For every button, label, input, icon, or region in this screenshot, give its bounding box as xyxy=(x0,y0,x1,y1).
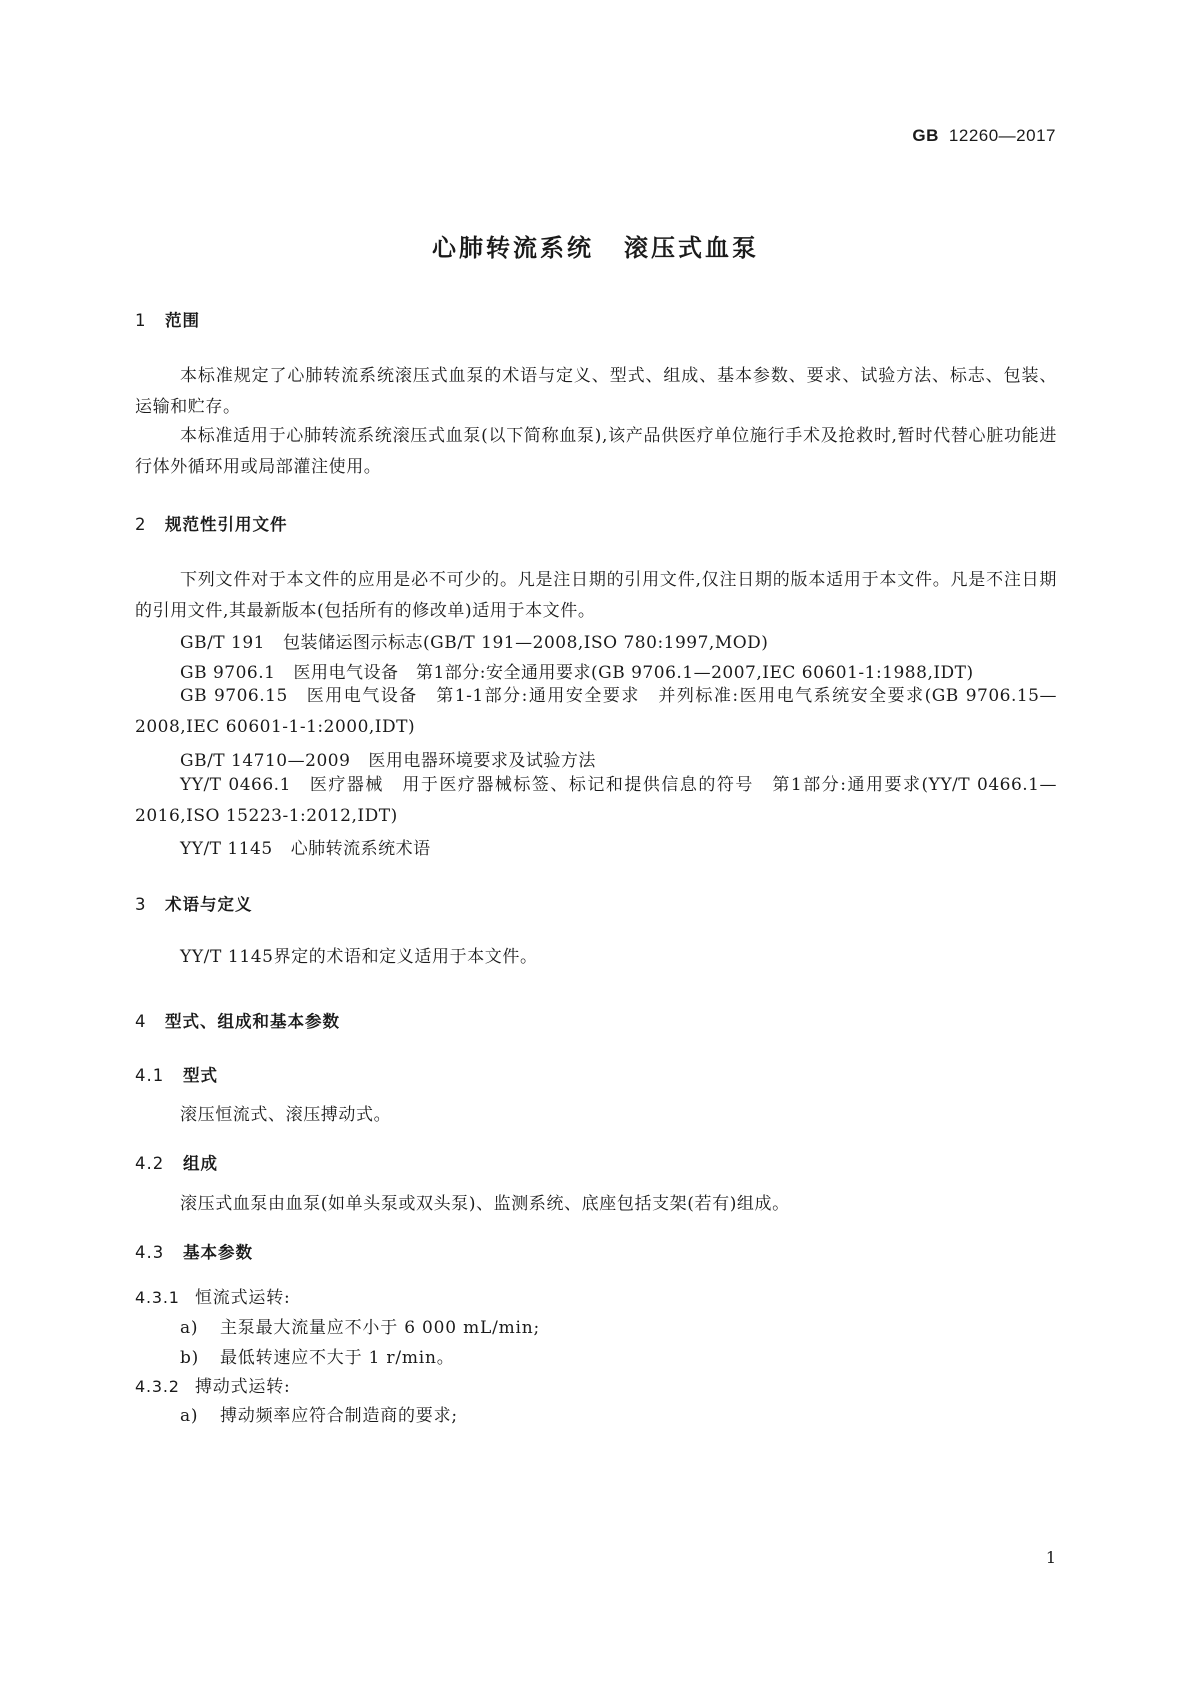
section-title: 型式 xyxy=(183,1066,218,1085)
list-marker: a) xyxy=(180,1406,199,1426)
section-2-paragraph-1: 下列文件对于本文件的应用是必不可少的。凡是注日期的引用文件,仅注日期的版本适用于本文件。凡是不注日期的引用文件,其最新版本(包括所有的修改单)适用于本文件。 xyxy=(135,570,1057,621)
reference-title: 心肺转流系统术语 xyxy=(290,839,431,859)
section-1-heading xyxy=(135,307,200,331)
standard-number: 12260—2017 xyxy=(948,126,1056,145)
standard-prefix: GB xyxy=(912,126,939,145)
reference-title: 包装储运图示标志(GB/T 191—2008,ISO 780:1997,MOD) xyxy=(283,633,769,653)
document-code xyxy=(912,126,1056,146)
reference-code: GB/T 14710—2009 xyxy=(180,751,351,771)
list-text: 最低转速应不大于 1 r/min。 xyxy=(220,1348,455,1368)
section-4-3-1 xyxy=(135,1283,291,1308)
section-1-paragraph-1: 本标准规定了心肺转流系统滚压式血泵的术语与定义、型式、组成、基本参数、要求、试验方法、标志、包装、运输和贮存。 xyxy=(135,366,1057,417)
reference-item xyxy=(180,658,974,683)
section-number: 1 xyxy=(135,311,147,330)
section-4-1-heading xyxy=(135,1062,218,1086)
section-title: 型式、组成和基本参数 xyxy=(165,1012,340,1031)
section-number: 4.2 xyxy=(135,1154,165,1173)
section-4-3-heading xyxy=(135,1239,253,1263)
section-4-3-2 xyxy=(135,1372,291,1397)
page-number: 1 xyxy=(1045,1548,1056,1567)
reference-code: GB 9706.1 xyxy=(180,663,276,683)
section-1-paragraph-2: 本标准适用于心肺转流系统滚压式血泵(以下简称血泵),该产品供医疗单位施行手术及抢救时,暂时代替心脏功能进行体外循环用或局部灌注使用。 xyxy=(135,426,1057,477)
reference-code: YY/T 1145 xyxy=(180,839,273,859)
reference-title: 医用电气设备 第1-1部分:通用安全要求 并列标准:医用电气系统安全要求(GB 9706.15—2008,IEC 60601-1-1:2000,IDT) xyxy=(135,686,1057,737)
reference-item xyxy=(135,681,1057,743)
reference-item xyxy=(135,770,1057,832)
section-text: 搏动式运转: xyxy=(195,1377,291,1397)
reference-title: 医疗器械 用于医疗器械标签、标记和提供信息的符号 第1部分:通用要求(YY/T 0466.1—2016,ISO 15223-1:2012,IDT) xyxy=(135,775,1057,826)
reference-title: 医用电气设备 第1部分:安全通用要求(GB 9706.1—2007,IEC 60601-1:1988,IDT) xyxy=(293,663,974,683)
reference-code: GB/T 191 xyxy=(180,633,265,653)
section-number: 4.3.2 xyxy=(135,1377,180,1396)
section-3-paragraph-1: YY/T 1145界定的术语和定义适用于本文件。 xyxy=(180,947,538,967)
list-text: 主泵最大流量应不小于 6 000 mL/min; xyxy=(220,1318,541,1338)
section-title: 基本参数 xyxy=(183,1243,253,1262)
reference-item xyxy=(180,834,431,859)
list-item xyxy=(180,1401,458,1426)
reference-item xyxy=(180,746,596,771)
section-title: 组成 xyxy=(183,1154,218,1173)
section-number: 3 xyxy=(135,895,147,914)
document-title xyxy=(0,228,1191,263)
section-4-2-text: 滚压式血泵由血泵(如单头泵或双头泵)、监测系统、底座包括支架(若有)组成。 xyxy=(180,1194,790,1214)
section-number: 4.3 xyxy=(135,1243,165,1262)
section-text: 恒流式运转: xyxy=(195,1288,291,1308)
section-number: 4.1 xyxy=(135,1066,165,1085)
section-number: 4 xyxy=(135,1012,147,1031)
section-2-heading xyxy=(135,511,288,535)
list-text: 搏动频率应符合制造商的要求; xyxy=(220,1406,458,1426)
list-item xyxy=(180,1313,540,1338)
section-title: 范围 xyxy=(165,311,200,330)
section-3-heading xyxy=(135,891,253,915)
section-title: 规范性引用文件 xyxy=(165,515,288,534)
section-number: 2 xyxy=(135,515,147,534)
section-4-2-heading xyxy=(135,1150,218,1174)
reference-code: GB 9706.15 xyxy=(180,686,288,706)
reference-item xyxy=(180,628,768,653)
reference-title: 医用电器环境要求及试验方法 xyxy=(368,751,596,771)
section-4-1-text: 滚压恒流式、滚压搏动式。 xyxy=(180,1105,392,1125)
list-marker: b) xyxy=(180,1348,200,1368)
reference-code: YY/T 0466.1 xyxy=(180,775,291,795)
title-part1: 心肺转流系统 xyxy=(432,234,594,262)
section-number: 4.3.1 xyxy=(135,1288,180,1307)
section-4-heading xyxy=(135,1008,340,1032)
list-marker: a) xyxy=(180,1318,199,1338)
title-part2: 滚压式血泵 xyxy=(624,234,759,262)
list-item xyxy=(180,1343,455,1368)
section-title: 术语与定义 xyxy=(165,895,253,914)
